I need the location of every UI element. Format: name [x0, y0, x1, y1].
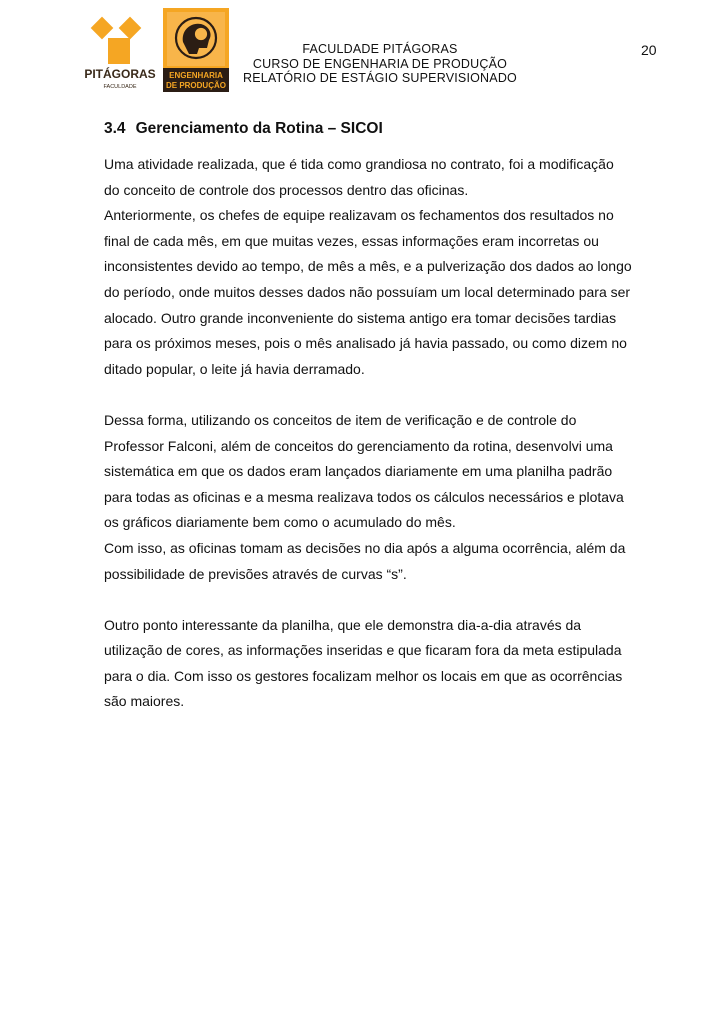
section-title: Gerenciamento da Rotina – SICOI	[135, 120, 383, 137]
paragraph-3	[104, 408, 664, 536]
header-line-relatorio: RELATÓRIO DE ESTÁGIO SUPERVISIONADO	[243, 71, 517, 85]
pitagoras-logo-name: PITÁGORAS	[84, 67, 156, 81]
section-number: 3.4	[104, 120, 126, 137]
paragraph-line: Anteriormente, os chefes de equipe realizavam os fechamentos dos resultados no	[104, 207, 614, 224]
paragraph-line: sistemática em que os dados eram lançados diariamente em uma planilha padrão	[104, 463, 613, 480]
pitagoras-logo-sub: FACULDADE	[103, 84, 137, 90]
paragraph-line: Uma atividade realizada, que é tida como grandiosa no contrato, foi a modificação	[104, 156, 614, 172]
paragraph-2	[104, 203, 664, 382]
eng-logo-line1: ENGENHARIA	[169, 71, 223, 80]
engenharia-producao-logo	[163, 8, 229, 92]
paragraph-gap	[104, 382, 664, 408]
paragraph-line: do período, onde muitos desses dados não possuíam um local determinado para ser	[104, 283, 631, 300]
paragraph-line: Dessa forma, utilizando os conceitos de item de verificação e de controle do	[104, 411, 577, 428]
paragraph-line: para todas as oficinas e a mesma realizava todos os cálculos necessários e plotava	[104, 488, 624, 505]
eng-logo-line2: DE PRODUÇÃO	[165, 81, 227, 90]
document-body	[104, 118, 664, 715]
paragraph-line: final de cada mês, em que muitas vezes, essas informações eram incorretas ou	[104, 232, 599, 249]
paragraph-line: são maiores.	[104, 693, 185, 710]
paragraph-line: para o dia. Com isso os gestores focalizam melhor os locais em que as ocorrências	[104, 667, 623, 684]
document-header	[240, 42, 520, 86]
paragraph-line: Professor Falconi, além de conceitos do gerenciamento da rotina, desenvolvi uma	[104, 437, 613, 454]
paragraph-5	[104, 613, 664, 715]
paragraph-line: alocado. Outro grande inconveniente do sistema antigo era tomar decisões tardias	[104, 309, 617, 326]
paragraph-line: Com isso, as oficinas tomam as decisões no dia após a alguma ocorrência, além da	[104, 539, 626, 556]
paragraph-1	[104, 152, 664, 203]
paragraph-line: possibilidade de previsões através de curvas “s”.	[104, 565, 407, 582]
paragraph-line: inconsistentes devido ao tempo, de mês a mês, e a pulverização dos dados ao longo	[104, 258, 632, 275]
paragraph-line: do conceito de controle dos processos dentro das oficinas.	[104, 181, 469, 198]
paragraph-4	[104, 536, 664, 587]
header-line-curso: CURSO DE ENGENHARIA DE PRODUÇÃO	[252, 56, 508, 71]
paragraph-line: ditado popular, o leite já havia derramado.	[104, 360, 365, 377]
header-line-faculdade: FACULDADE PITÁGORAS	[302, 42, 458, 56]
section-heading	[104, 118, 664, 140]
paragraph-line: os gráficos diariamente bem como o acumulado do mês.	[104, 514, 456, 531]
paragraph-gap	[104, 587, 664, 613]
paragraph-line: para os próximos meses, pois o mês analisado já havia passado, ou como dizem no	[104, 335, 627, 352]
paragraph-line: Outro ponto interessante da planilha, que ele demonstra dia-a-dia através da	[104, 616, 582, 633]
pitagoras-logo	[84, 14, 156, 94]
page-number: 20	[641, 42, 657, 58]
paragraph-line: utilização de cores, as informações inseridas e que ficaram fora da meta estipulada	[104, 642, 622, 659]
